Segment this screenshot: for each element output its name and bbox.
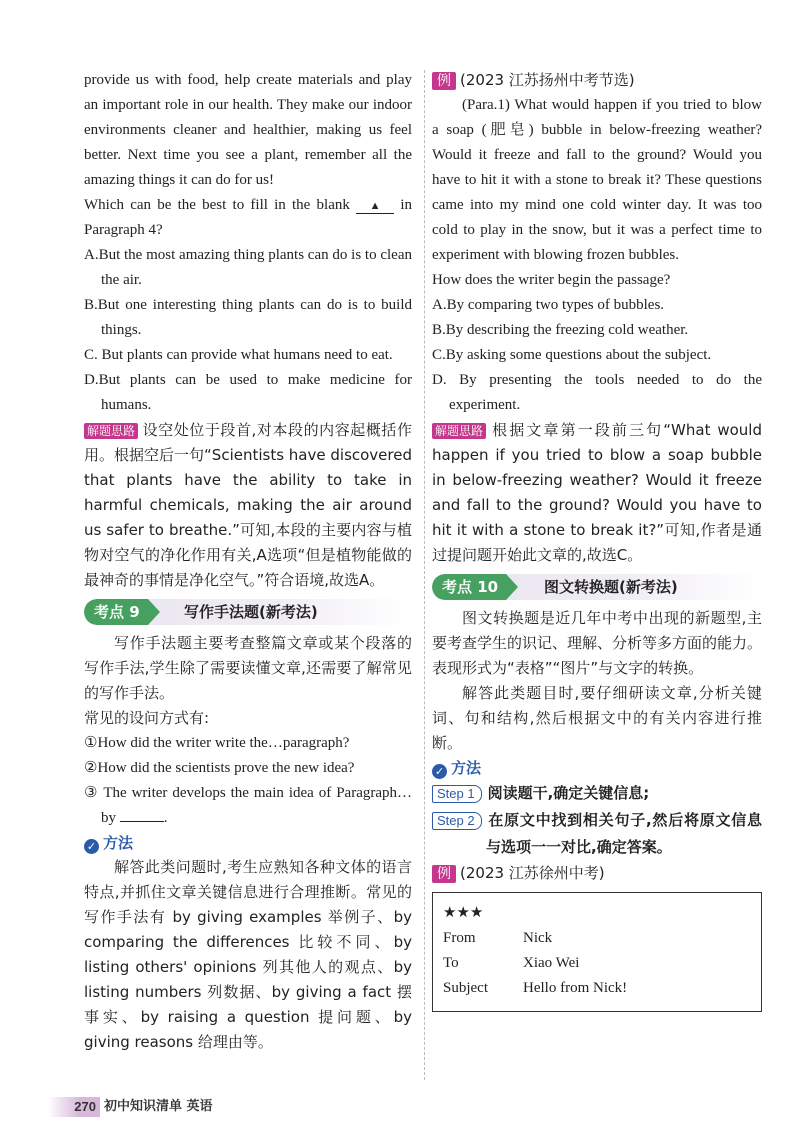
book-title: 初中知识清单 英语 bbox=[104, 1099, 213, 1114]
question-text: Which can be the best to fill in the blank bbox=[84, 197, 350, 213]
method-heading bbox=[84, 831, 412, 855]
analysis bbox=[84, 418, 412, 593]
section-number: 考点 9 bbox=[84, 599, 148, 625]
step-1-badge: Step 1 bbox=[432, 785, 482, 803]
example-question: How does the writer begin the passage? bbox=[432, 272, 671, 288]
ask-item-1: ①How did the writer write the…paragraph? bbox=[84, 735, 350, 751]
option-d: D. By presenting the tools needed to do the experiment. bbox=[432, 372, 762, 413]
method-heading bbox=[432, 756, 762, 780]
email-field-value: Nick bbox=[523, 930, 553, 946]
section-title: 写作手法题(新考法) bbox=[184, 603, 318, 621]
question-text-end: in Paragraph 4? bbox=[84, 197, 412, 238]
check-icon: ✓ bbox=[84, 839, 99, 854]
step-2 bbox=[432, 807, 762, 861]
section-title: 图文转换题(新考法) bbox=[544, 578, 678, 596]
step-2-badge: Step 2 bbox=[432, 812, 482, 830]
section-intro-1: 图文转换题是近几年中考中出现的新题型,主要考查学生的识记、理解、分析等多方面的能力。表现形式为“表格”“图片”与文字的转换。 bbox=[432, 609, 763, 677]
method-label: 方法 bbox=[103, 834, 134, 852]
ask-item-3-text: ③ The writer develops the main idea of Paragraph…by bbox=[84, 785, 412, 826]
method-text: 解答此类问题时,考生应熟知各种文体的语言特点,并抓住文章关键信息进行合理推断。常见的写作手法有 by giving examples 举例子、by comparing the differences 比较不同、by listing others' opinions 列其他人的观点、by listing numbers 列数据、by giving a fact 摆事实、by raising a question 提问题、by giving reasons 给理由等。 bbox=[84, 858, 412, 1051]
example-passage: (Para.1) What would happen if you tried to blow a soap (肥皂) bubble in below-freezing weather? Would it freeze and fall to the ground? Would you have to hit it with a stone to break it? These questions came into my mind one cold winter day. It was too cold to play in the snow, but it was a perfect time to experiment with blowing frozen bubbles. bbox=[432, 97, 762, 263]
example-source: (2023 江苏徐州中考) bbox=[460, 864, 605, 882]
email-box bbox=[432, 892, 762, 1012]
option-a: A.But the most amazing thing plants can do is to clean the air. bbox=[84, 247, 412, 288]
example2-heading bbox=[432, 861, 762, 886]
section-header-9 bbox=[84, 599, 412, 625]
analysis bbox=[432, 418, 762, 568]
email-field-label: From bbox=[443, 930, 476, 946]
option-b: B.By describing the freezing cold weather. bbox=[432, 322, 689, 338]
ask-blank bbox=[120, 821, 164, 822]
ask-title: 常见的设问方式有: bbox=[84, 709, 210, 727]
option-a: A.By comparing two types of bubbles. bbox=[432, 297, 665, 313]
analysis-tag: 解题思路 bbox=[432, 423, 486, 439]
step-1-text: 阅读题干,确定关键信息; bbox=[487, 784, 650, 802]
page-footer bbox=[48, 1097, 228, 1117]
star-rating: ★★★ bbox=[443, 905, 484, 921]
answer-blank: ▲ bbox=[356, 199, 394, 214]
option-d: D.But plants can be used to make medicine for humans. bbox=[84, 372, 412, 413]
question bbox=[84, 193, 412, 243]
email-field-label: Subject bbox=[443, 980, 488, 996]
ask-item-3: ③ The writer develops the main idea of Paragraph…by . bbox=[84, 785, 412, 826]
option-c: C.By asking some questions about the subject. bbox=[432, 347, 712, 363]
right-column bbox=[432, 68, 762, 1012]
step-1 bbox=[432, 780, 762, 807]
email-from bbox=[443, 926, 751, 951]
passage-text: provide us with food, help create materials and play an important role in our health. They make our indoor environments cleaner and healthier, making us feel better. Next time you see a plant, remember all the amazing things it can do for us! bbox=[84, 72, 412, 188]
check-icon: ✓ bbox=[432, 764, 447, 779]
option-b: B.But one interesting thing plants can do is to build things. bbox=[84, 297, 412, 338]
analysis-tag: 解题思路 bbox=[84, 423, 138, 439]
email-to bbox=[443, 951, 751, 976]
analysis-text: 根据文章第一段前三句“What would happen if you tried to blow a soap bubble in below-freezing weather? Would it freeze and fall to the ground? Would you have to hit it with a stone to break it?”可知,作者是通过提问题开始此文章的,故选C。 bbox=[432, 421, 762, 564]
example-heading bbox=[432, 68, 762, 93]
section-number: 考点 10 bbox=[432, 574, 506, 600]
page-number: 270 bbox=[48, 1097, 100, 1117]
email-field-value: Hello from Nick! bbox=[523, 980, 628, 996]
step-2-text: 在原文中找到相关句子,然后将原文信息与选项一一对比,确定答案。 bbox=[486, 811, 762, 856]
ask-item-2: ②How did the scientists prove the new idea? bbox=[84, 760, 355, 776]
section-intro-2: 解答此类题目时,要仔细研读文章,分析关键词、句和结构,然后根据文中的有关内容进行推断。 bbox=[432, 684, 762, 752]
column-divider bbox=[424, 70, 425, 1080]
email-subject bbox=[443, 976, 751, 1001]
email-field-value: Xiao Wei bbox=[523, 955, 580, 971]
method-label: 方法 bbox=[451, 759, 482, 777]
example-source: (2023 江苏扬州中考节选) bbox=[460, 71, 635, 89]
example-tag: 例 bbox=[432, 72, 456, 90]
email-field-label: To bbox=[443, 955, 459, 971]
analysis-text: 设空处位于段首,对本段的内容起概括作用。根据空后一句“Scientists have discovered that plants have the ability to take in harmful chemicals, making the air around us safer to breathe.”可知,本段的主要内容与植物对空气的净化作用有关,A选项“但是植物能做的最神奇的事情是净化空气。”符合语境,故选A。 bbox=[84, 421, 412, 589]
example-tag: 例 bbox=[432, 865, 456, 883]
left-column bbox=[84, 68, 412, 1055]
section-intro: 写作手法题主要考查整篇文章或某个段落的写作手法,学生除了需要读懂文章,还需要了解常见的写作手法。 bbox=[84, 634, 412, 702]
section-header-10 bbox=[432, 574, 762, 600]
option-c: C. But plants can provide what humans need to eat. bbox=[84, 347, 393, 363]
